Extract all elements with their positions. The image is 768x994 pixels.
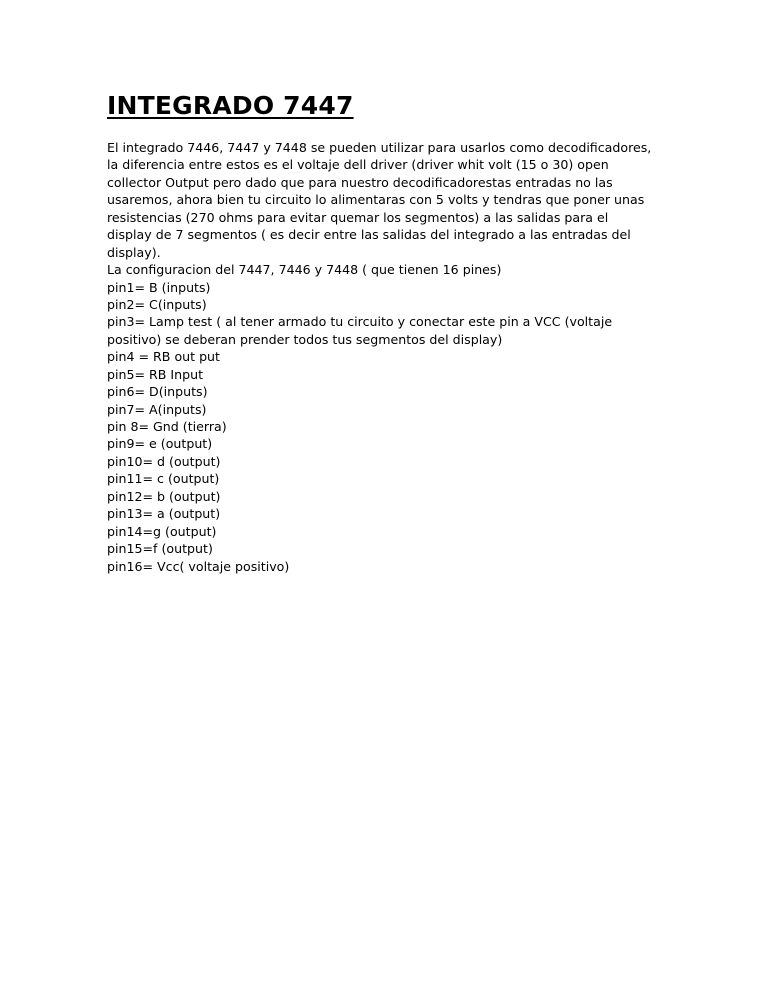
pin-line: pin6= D(inputs) [107, 384, 208, 400]
paragraph-line: usaremos, ahora bien tu circuito lo alimentaras con 5 volts y tendras que poner unas [107, 192, 645, 208]
paragraph-line: la diferencia entre estos es el voltaje dell driver (driver whit volt (15 o 30) open [107, 157, 609, 173]
pin-line: pin4 = RB out put [107, 349, 220, 365]
pin-line: pin 8= Gnd (tierra) [107, 419, 227, 434]
pin-line: pin1= B (inputs) [107, 279, 211, 295]
pin-line: pin13= a (output) [107, 506, 221, 522]
paragraph-line: display). [107, 244, 161, 260]
paragraph-line: collector Output pero dado que para nuestro decodificadorestas entradas no las [107, 174, 613, 190]
pin-line: pin3= Lamp test ( al tener armado tu circuito y conectar este pin a VCC (voltaje [107, 314, 613, 330]
paragraph-line: El integrado 7446, 7447 y 7448 se pueden utilizar para usarlos como decodificadores, [107, 140, 652, 155]
paragraph-line: display de 7 segmentos ( es decir entre las salidas del integrado a las entradas del [107, 227, 631, 243]
config-line: La configuracion del 7447, 7446 y 7448 ( que tienen 16 pines) [107, 262, 502, 278]
pin-line: pin5= RB Input [107, 366, 204, 382]
pin-line: positivo) se deberan prender todos tus segmentos del display) [107, 331, 503, 347]
pin-line: pin7= A(inputs) [107, 401, 207, 417]
pin-line: pin16= Vcc( voltaje positivo) [107, 558, 290, 574]
pin-line: pin11= c (output) [107, 471, 220, 487]
paragraph-line: resistencias (270 ohms para evitar quemar los segmentos) a las salidas para el [107, 209, 609, 225]
pin-line: pin9= e (output) [107, 436, 213, 452]
pin-line: pin12= b (output) [107, 488, 221, 504]
pin-line: pin10= d (output) [107, 453, 221, 469]
document-body [107, 139, 667, 575]
pin-line: pin15=f (output) [107, 541, 213, 557]
pin-line: pin2= C(inputs) [107, 296, 207, 312]
document-title: INTEGRADO 7447 [107, 91, 354, 120]
pin-line: pin14=g (output) [107, 523, 217, 539]
